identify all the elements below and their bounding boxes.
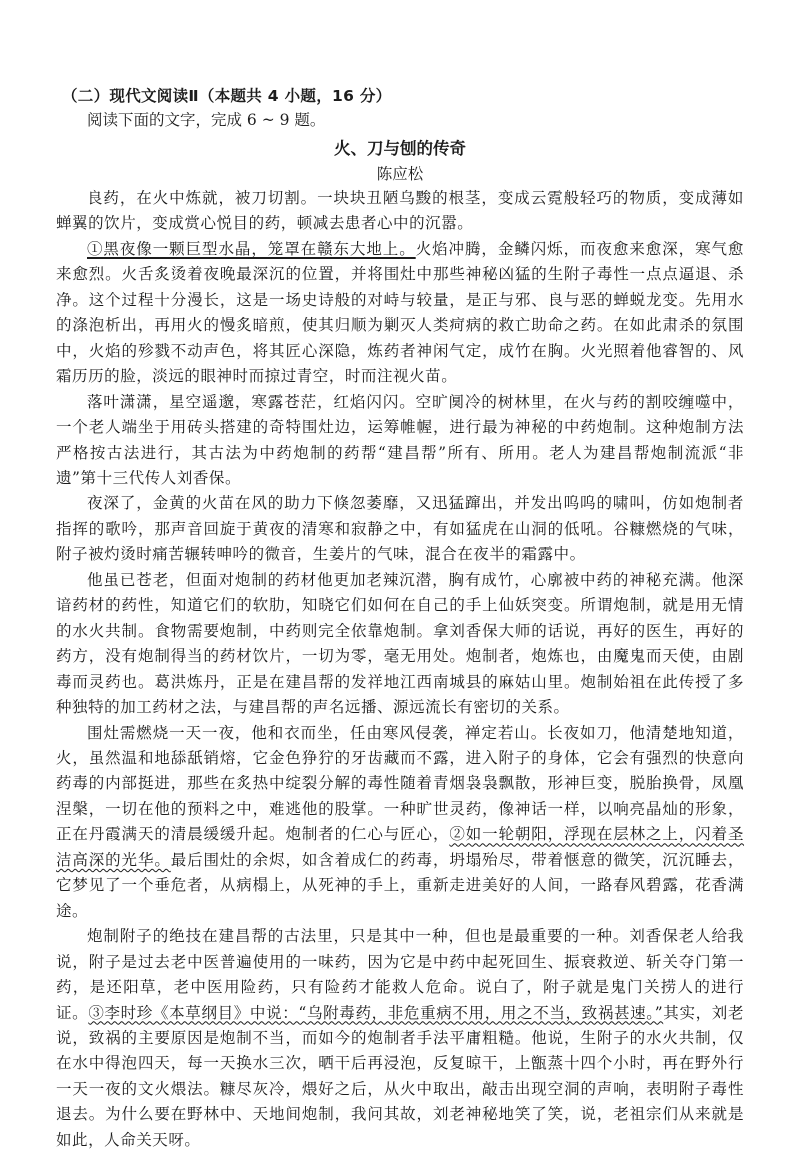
paragraph-7-text-a: 炮制附子的绝技在建昌帮的古法里，只是其中一种，但也是最重要的一种。刘香保老人给我说，附子是过去老中医普遍使用的一味药，因为它是中药中起死回生、振衰救逆、斩关夺门第一药，是还阳草，老中医用险药，只有险药才能救人危命。说白了，附子就是鬼门关捞人的进行证。	[56, 927, 744, 1022]
paragraph-6-text-b: 最后围灶的余烬，如含着成仁的药毒，坍塌殆尽，带着惬意的微笑，沉沉睡去，它梦见了一个垂危者，从病榻上，从死神的手上，重新走进美好的人间，一路春风碧露，花香满途。	[56, 850, 744, 920]
paragraph-2-text: 火焰冲腾，金鳞闪烁，而夜愈来愈深，寒气愈来愈烈。火舌炙烫着夜晚最深沉的位置，并将围灶中那些神秘凶猛的生附子毒性一点点逼退、杀净。这个过程十分漫长，这是一场史诗般的对峙与较量，是正与邪、良与恶的蝉蜕龙变。先用水的涤泡析出，再用火的慢炙暗煎，使其归顺为剿灭人类疴病的救亡助命之药。在如此肃杀的氛围中，火焰的殄戮不动声色，将其匠心深隐，炼药者神闲气定，成竹在胸。火光照着他睿智的、风霜历历的脸，淡远的眼神时而掠过青空，时而注视火苗。	[56, 239, 744, 386]
marked-sentence-2: ②如一轮朝阳，浮现在层林之上，闪着圣洁高深的光华。	[56, 825, 745, 869]
paragraph-6	[56, 721, 744, 925]
article-title: 火、刀与刨的传奇	[334, 139, 466, 158]
reading-instruction: 阅读下面的文字，完成 6 ~ 9 题。	[87, 111, 326, 129]
paragraph-5: 他虽已苍老，但面对炮制的药材他更加老辣沉潜，胸有成竹，心廓被中药的神秘充满。他深谙药材的药性，知道它们的软肋，知晓它们如何在自己的手上仙妖突变。所谓炮制，就是用无情的水火共制。食物需要炮制，中药则完全依靠炮制。拿刘香保大师的话说，再好的医生，再好的药方，没有炮制得当的药材饮片，一切为零，毫无用处。炮制者，炮炼也，由魔鬼而天使，由剧毒而灵药也。葛洪炼丹，正是在建昌帮的发祥地江西南城县的麻姑山里。炮制始祖在此传授了多种独特的加工药材之法，与建昌帮的声名远播、源远流长有密切的关系。	[56, 570, 744, 717]
paragraph-7	[56, 924, 744, 1153]
marked-sentence-1: ①黑夜像一颗巨型水晶，笼罩在赣东大地上。	[87, 239, 416, 258]
paragraph-2	[56, 237, 744, 390]
paragraph-6-text-a: 围灶需燃烧一天一夜，他和衣而坐，任由寒风侵袭，禅定若山。长夜如刀，他清楚地知道，火，虽然温和地舔舐销熔，它金色狰狞的牙齿藏而不露，进入附子的身体，它会有强烈的快意向药毒的内部挺进，那些在炙热中绽裂分解的毒性随着青烟袅袅飘散，形神巨变，脱胎换骨，凤凰涅槃，一切在他的预料之中，难逃他的股掌。一种旷世灵药，像神话一样，以响亮晶灿的形象，正在丹霞满天的清晨缓缓升起。炮制者的仁心与匠心，	[56, 723, 744, 844]
paragraph-4: 夜深了，金黄的火苗在风的助力下倏忽萎靡，又迅猛蹿出，并发出呜呜的啸叫，仿如炮制者指挥的歌吟，那声音回旋于黄夜的清寒和寂静之中，有如猛虎在山洞的低吼。谷糠燃烧的气味，附子被灼烫时痛苦辗转呻吟的微音，生姜片的气味，混合在夜半的霜露中。	[56, 494, 744, 564]
marked-sentence-3: ③李时珍《本草纲目》中说：“乌附毒药，非危重病不用，用之不当，致祸甚速。”	[88, 1003, 664, 1022]
paragraph-1: 良药，在火中炼就，被刀切割。一块块丑陋乌黢的根茎，变成云霓般轻巧的物质，变成薄如蝉翼的饮片，变成赏心悦目的药，顿减去患者心中的沉嚣。	[56, 189, 744, 233]
paragraph-3: 落叶潇潇，星空遥邈，寒露苍茫，红焰闪闪。空旷阒冷的树林里，在火与药的割咬缠噬中，一个老人端坐于用砖头搭建的奇特围灶边，运筹帷幄，进行最为神秘的中药炮制。这种炮制方法严格按古法进行，其古法为中药炮制的药帮“建昌帮”所有、所用。老人为建昌帮炮制流派“非遗”第十三代传人刘香保。	[56, 392, 744, 487]
section-header: （二）现代文阅读Ⅱ（本题共 4 小题，16 分）	[62, 87, 392, 105]
article-author: 陈应松	[376, 165, 424, 183]
paragraph-7-text-b: 其实，刘老说，致祸的主要原因是炮制不当，而如今的炮制者手法平庸粗糙。他说，生附子的水火共制，仅在水中得泡四天，每一天换水三次，晒干后再浸泡，反复晾干，上甑蒸十四个小时，再在野外行一天一夜的文火煨法。糠尽灰冷，煨好之后，从火中取出，敲击出现空洞的声响，表明附子毒性退去。为什么要在野林中、天地间炮制，我问其故，刘老神秘地笑了笑，说，老祖宗们从来就是如此，人命关天呀。	[56, 1003, 744, 1149]
